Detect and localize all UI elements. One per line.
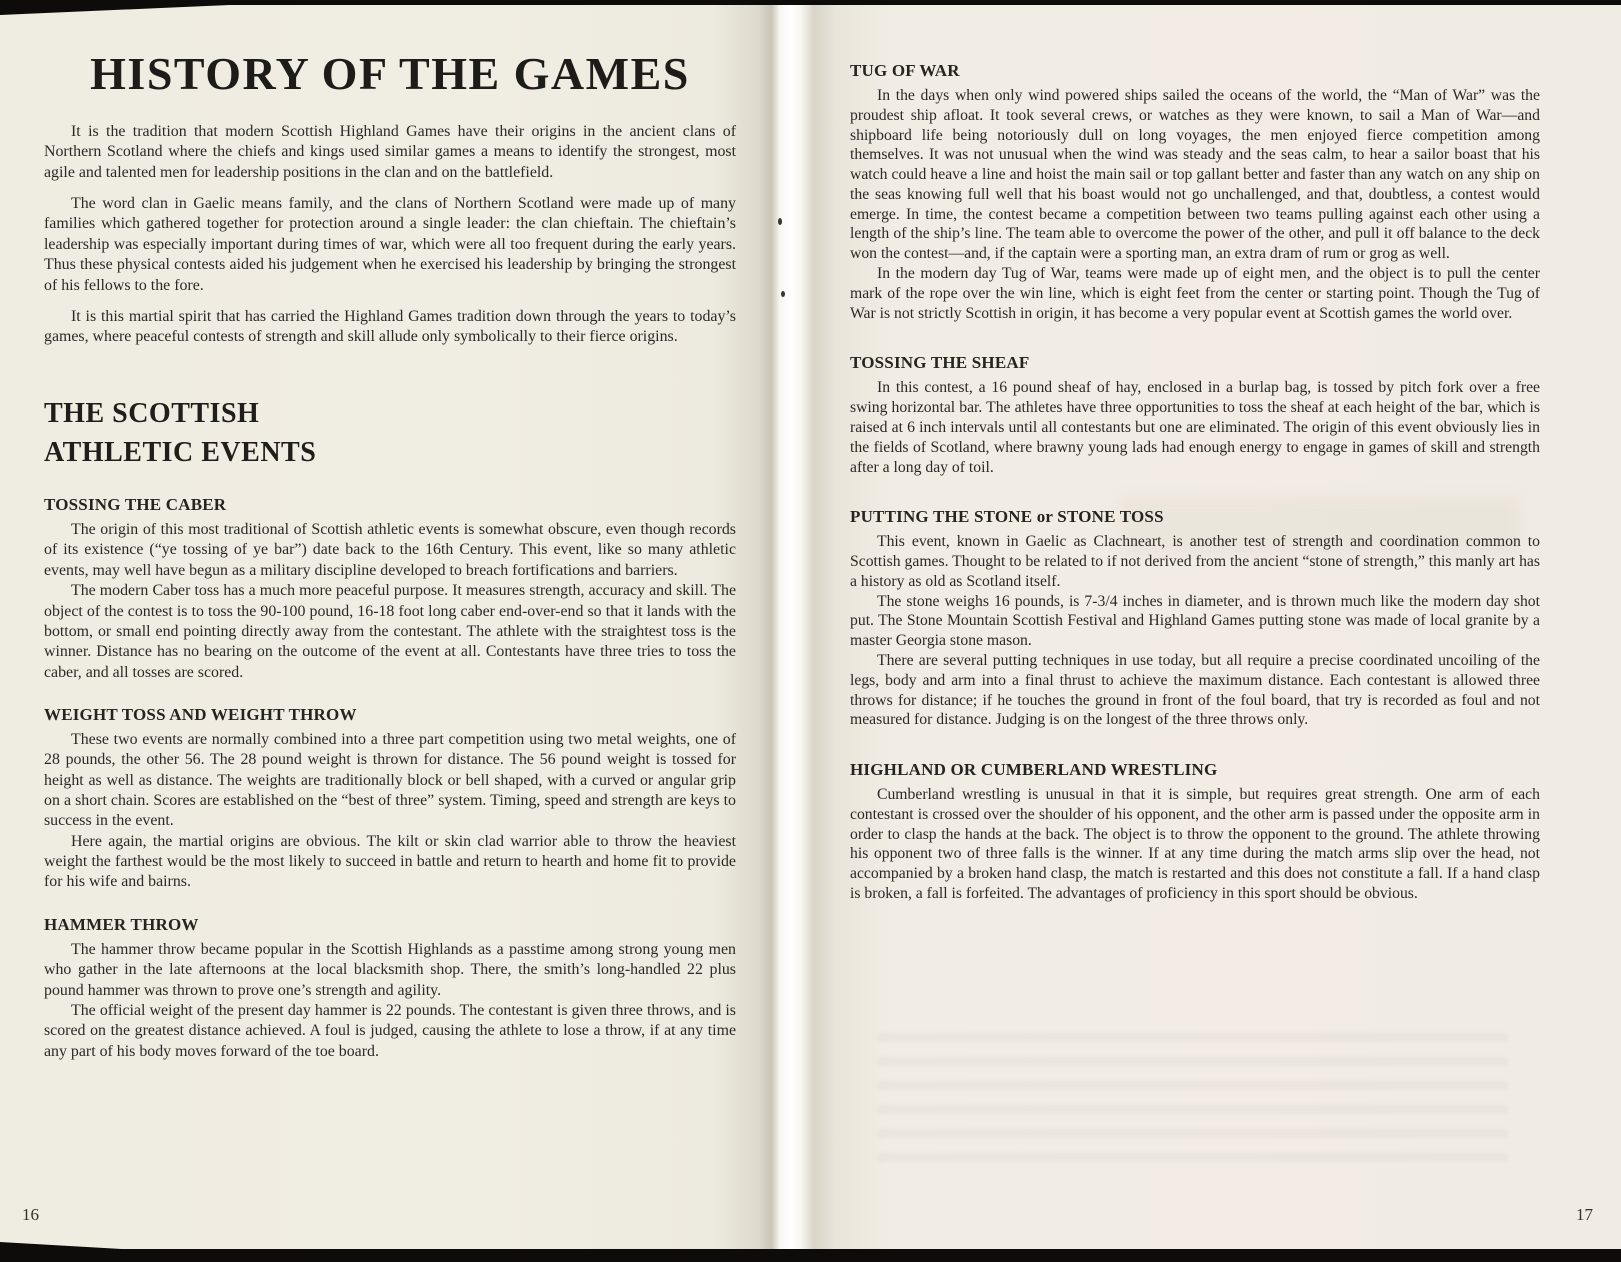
intro-paragraph: It is the tradition that modern Scottish Highland Games have their origins in the ancient clans of Northern Scotland where the chiefs and kings used similar games a means to identify the strongest, most agile and talented men for leadership positions in the clan and on the battlefield. xyxy=(44,123,736,181)
left-page xyxy=(44,47,736,1062)
subsection-heading-putting-the-stone: PUTTING THE STONE or STONE TOSS xyxy=(850,507,1164,527)
section-heading xyxy=(44,394,736,474)
body-paragraph: In the modern day Tug of War, teams were made up of eight men, and the object is to pull the center mark of the rope over the win line, which is eight feet from the center or starting point. Though the Tug of War is not strictly Scottish in origin, it has become a very popular event at Scottish games the world over. xyxy=(850,265,1540,322)
body-paragraph: Here again, the martial origins are obvious. The kilt or skin clad warrior able to throw the heaviest weight the farthest would be the most likely to succeed in battle and return to hearth and home fit to provide for his wife and bairns. xyxy=(44,832,736,891)
page-number-right: 17 xyxy=(1576,1205,1593,1224)
body-paragraph: The stone weighs 16 pounds, is 7-3/4 inches in diameter, and is thrown much like the modern day shot put. The Stone Mountain Scottish Festival and Highland Games putting stone was made of local granite by a master Georgia stone mason. xyxy=(850,592,1540,650)
intro-paragraph: It is this martial spirit that has carried the Highland Games tradition down through the years to today’s games, where peaceful contests of strength and skill allude only symbolically to their fierce origins. xyxy=(44,307,736,346)
show-through-smudge xyxy=(878,1033,1508,1165)
section-heading-line: ATHLETIC EVENTS xyxy=(44,437,317,469)
body-paragraph: The official weight of the present day hammer is 22 pounds. The contestant is given three throws, and is scored on the greatest distance achieved. A foul is judged, causing the athlete to lose a throw, if at any time any part of his body moves forward of the toe board. xyxy=(44,1001,736,1060)
subsection-heading-weight-toss: WEIGHT TOSS AND WEIGHT THROW xyxy=(44,704,357,724)
dust-speck xyxy=(781,291,785,297)
body-paragraph: These two events are normally combined into a three part competition using two metal weights, one of 28 pounds, the other 56. The 28 pound weight is thrown for distance. The 56 pound weight is tossed for height as well as distance. The weights are traditionally block or bell shaped, with a curved or angular grip on a short chain. Scores are established on the “best of three” system. Timing, speed and strength are keys to success in the event. xyxy=(44,730,736,830)
dust-speck xyxy=(778,218,782,225)
body-paragraph: This event, known in Gaelic as Clachneart, is another test of strength and coordination common to Scottish games. Thought to be related to if not derived from the ancient “stone of strength,” this manly art has a history as old as Scotland itself. xyxy=(850,533,1540,590)
right-page xyxy=(850,61,1540,904)
section-heading-line: THE SCOTTISH xyxy=(44,397,260,429)
body-paragraph: In this contest, a 16 pound sheaf of hay, enclosed in a burlap bag, is tossed by pitch fork over a free swing horizontal bar. The athletes have three opportunities to toss the sheaf at each height of the bar, which is raised at 6 inch intervals until all contestants but one are eliminated. The origin of this event obviously lies in the fields of Scotland, where brawny young lads had enough energy to engage in games of skill and strength after a long day of toil. xyxy=(850,379,1540,476)
subsection-heading-hammer-throw: HAMMER THROW xyxy=(44,914,199,934)
body-paragraph: There are several putting techniques in use today, but all require a precise coordinated uncoiling of the legs, body and arm into a final thrust to achieve the maximum distance. Each contestant is allowed three throws for distance; if he touches the ground in front of the foul board, that try is recorded as foul and not measured for distance. Judging is on the longest of the three throws only. xyxy=(850,651,1540,729)
body-paragraph: Cumberland wrestling is unusual in that it is simple, but requires great strength. One arm of each contestant is crossed over the shoulder of his opponent, and the other arm is passed under the opposite arm in order to clasp the hands at the back. The object is to throw the opponent to the ground. The athlete throwing his opponent two of three falls is the winner. If at any time during the match arms slip over the head, not accompanied by a broken hand clasp, the match is restarted and this does not constitute a fall. If a hand clasp is broken, a fall is forfeited. The advantages of proficiency in this sport should be obvious. xyxy=(850,786,1540,902)
body-paragraph: The modern Caber toss has a much more peaceful purpose. It measures strength, accuracy and skill. The object of the contest is to toss the 90-100 pound, 16-18 foot long caber end-over-end so that it lands with the bottom, or small end pointing directly away from the contestant. The athlete with the straightest toss is the winner. Distance has no bearing on the outcome of the event at all. Contestants have three tries to toss the caber, and all tosses are scored. xyxy=(44,582,736,681)
subsection-heading-tossing-the-caber: TOSSING THE CABER xyxy=(44,495,227,515)
subsection-heading-cumberland-wrestling: HIGHLAND OR CUMBERLAND WRESTLING xyxy=(850,760,1218,780)
subsection-heading-tossing-the-sheaf: TOSSING THE SHEAF xyxy=(850,353,1030,373)
page-title: HISTORY OF THE GAMES xyxy=(90,48,690,99)
body-paragraph: The hammer throw became popular in the Scottish Highlands as a passtime among strong young men who gather in the late afternoons at the local blacksmith shop. There, the smith’s long-handled 22 plus pound hammer was thrown to prove one’s strength and agility. xyxy=(44,940,736,999)
page-number-left: 16 xyxy=(22,1205,39,1224)
body-paragraph: In the days when only wind powered ships sailed the oceans of the world, the “Man of War” was the proudest ship afloat. It took several crews, or watches as they were known, to sail a Man of War—and shipboard life being notoriously dull on long voyages, the men enjoyed fierce competition among themselves. It was not unusual when the wind was steady and the seas calm, to hear a sailor boast that his watch could heave a line and hoist the main sail or top gallant better and faster than any watch on any ship on the seas knowing full well that his boast would not go unchallenged, and that, doubtless, a contest would emerge. In time, the contest became a competition between two teams pulling against each other using a length of the ship’s line. The team able to overcome the power of the other, and pull it off balance to the deck won the contest—and, if the captain were a sporting man, an extra dram of rum or grog as well. xyxy=(850,87,1540,263)
booklet-spread xyxy=(0,5,1621,1249)
intro-paragraph: The word clan in Gaelic means family, and the clans of Northern Scotland were made up of many families which gathered together for protection around a single leader: the clan chieftain. The chieftain’s leadership was especially important during times of war, which were all too frequent during the early years. Thus these physical contests aided his judgement when he exercised his leadership by bringing the strongest of his fellows to the fore. xyxy=(44,195,736,294)
subsection-heading-tug-of-war: TUG OF WAR xyxy=(850,61,960,80)
body-paragraph: The origin of this most traditional of Scottish athletic events is somewhat obscure, even though records of its existence (“ye tossing of ye bar”) date back to the 16th Century. This event, like so many athletic events, may well have begun as a military discipline developed to breach fortifications and barriers. xyxy=(44,521,736,579)
